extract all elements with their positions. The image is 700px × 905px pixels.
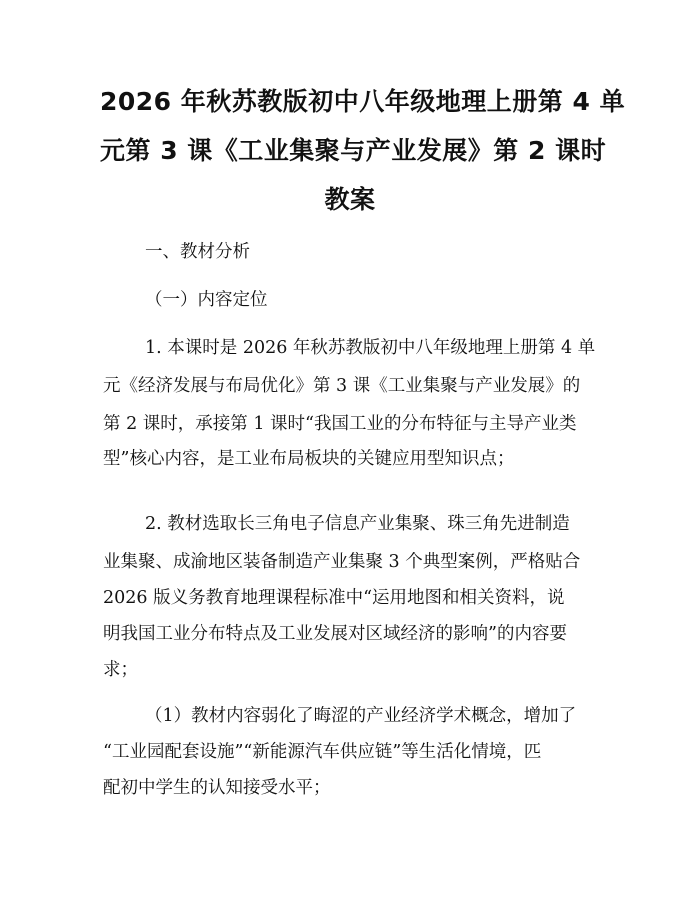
paragraph2-line-5: 求； xyxy=(103,660,138,680)
paragraph1-line-1: 1. 本课时是 2026 年秋苏教版初中八年级地理上册第 4 单 xyxy=(145,338,596,358)
section-heading: 一、教材分析 xyxy=(145,242,250,262)
document-title-line-3: 教案 xyxy=(324,185,376,214)
subsection-heading: （一）内容定位 xyxy=(145,290,268,310)
document-title-line-2: 元第 3 课《工业集聚与产业发展》第 2 课时 xyxy=(100,136,607,165)
paragraph1-line-4: 型”核心内容，是工业布局板块的关键应用型知识点； xyxy=(103,449,515,469)
paragraph1-line-2: 元《经济发展与布局优化》第 3 课《工业集聚与产业发展》的 xyxy=(103,376,581,396)
document-title-line-1: 2026 年秋苏教版初中八年级地理上册第 4 单 xyxy=(100,87,626,116)
paragraph3-line-1: （1）教材内容弱化了晦涩的产业经济学术概念，增加了 xyxy=(145,706,577,726)
paragraph3-line-2: “工业园配套设施”“新能源汽车供应链”等生活化情境，匹 xyxy=(103,742,542,762)
paragraph2-line-2: 业集聚、成渝地区装备制造产业集聚 3 个典型案例，严格贴合 xyxy=(103,552,581,572)
paragraph2-line-4: 明我国工业分布特点及工业发展对区域经济的影响”的内容要 xyxy=(103,624,567,644)
paragraph1-line-3: 第 2 课时，承接第 1 课时“我国工业的分布特征与主导产业类 xyxy=(103,414,577,434)
paragraph2-line-3: 2026 版义务教育地理课程标准中“运用地图和相关资料，说 xyxy=(103,588,565,608)
paragraph3-line-3: 配初中学生的认知接受水平； xyxy=(103,778,331,798)
paragraph2-line-1: 2. 教材选取长三角电子信息产业集聚、珠三角先进制造 xyxy=(145,514,570,534)
